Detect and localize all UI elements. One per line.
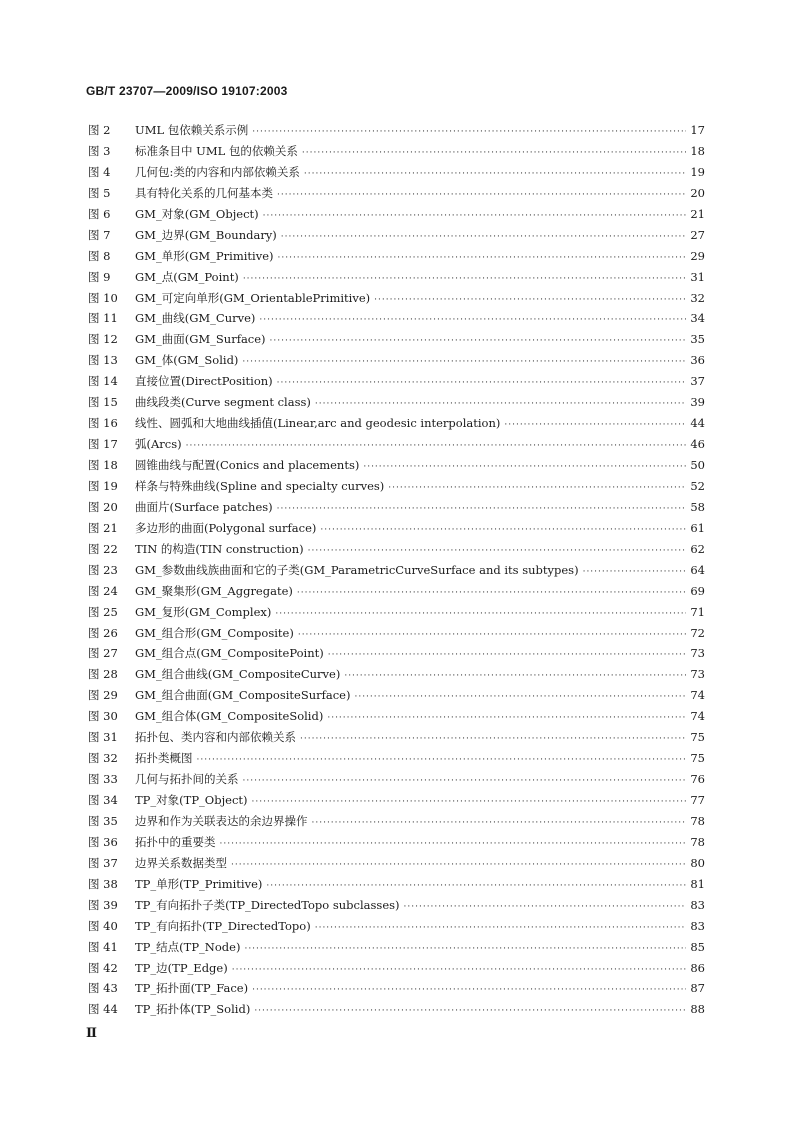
toc-entry[interactable] xyxy=(88,413,705,434)
page-number: 81 xyxy=(690,876,705,891)
figure-number: 图 40 xyxy=(88,918,118,933)
dot-leader xyxy=(302,141,686,164)
page-number: 31 xyxy=(690,269,705,284)
dot-leader xyxy=(297,581,686,604)
page-number: 76 xyxy=(690,772,705,787)
toc-entry[interactable] xyxy=(88,120,705,141)
dot-leader xyxy=(252,978,686,1001)
page-number: 74 xyxy=(690,709,705,724)
figure-title: GM_曲面(GM_Surface) xyxy=(135,332,266,347)
page-number: 62 xyxy=(690,541,705,556)
figure-number: 图 26 xyxy=(88,625,118,640)
figure-title: 圆锥曲线与配置(Conics and placements) xyxy=(135,458,360,472)
toc-entry[interactable] xyxy=(88,581,705,602)
figure-number: 图 11 xyxy=(88,311,118,326)
toc-entry[interactable] xyxy=(88,874,705,895)
dot-leader xyxy=(388,476,686,499)
page-number: 78 xyxy=(690,813,705,828)
page-number: 86 xyxy=(690,960,705,975)
page-number: 46 xyxy=(690,437,705,452)
figure-title: GM_组合点(GM_CompositePoint) xyxy=(135,646,324,661)
figure-number: 图 17 xyxy=(88,437,118,452)
figure-number: 图 2 xyxy=(88,123,111,137)
dot-leader xyxy=(266,874,686,897)
figure-title: TP_有向拓扑(TP_DirectedTopo) xyxy=(135,918,311,933)
dot-leader xyxy=(252,120,686,143)
figure-number: 图 16 xyxy=(88,416,118,431)
figure-number: 图 36 xyxy=(88,834,118,849)
figure-title: GM_组合形(GM_Composite) xyxy=(135,625,294,640)
toc-entry[interactable] xyxy=(88,371,705,392)
dot-leader xyxy=(504,413,686,436)
dot-leader xyxy=(327,706,686,729)
figure-title: TP_有向拓扑子类(TP_DirectedTopo subclasses) xyxy=(135,897,400,912)
page-number: 69 xyxy=(690,583,705,598)
toc-entry[interactable] xyxy=(88,141,705,162)
page-number: 34 xyxy=(690,311,705,326)
page-number: 18 xyxy=(690,143,705,158)
dot-leader xyxy=(232,958,687,981)
toc-entry[interactable] xyxy=(88,769,705,790)
dot-leader xyxy=(328,643,687,666)
toc-entry[interactable] xyxy=(88,727,705,748)
toc-entry[interactable] xyxy=(88,685,705,706)
toc-entry[interactable] xyxy=(88,329,705,350)
toc-entry[interactable] xyxy=(88,958,705,979)
figure-number: 图 32 xyxy=(88,751,118,766)
dot-leader xyxy=(281,225,687,248)
figure-title: TP_单形(TP_Primitive) xyxy=(135,876,263,891)
dot-leader xyxy=(298,623,687,646)
dot-leader xyxy=(259,308,686,331)
page-number: 27 xyxy=(690,227,705,242)
dot-leader xyxy=(312,811,687,834)
dot-leader xyxy=(277,497,687,520)
page-number: 21 xyxy=(690,206,705,221)
dot-leader xyxy=(275,602,686,625)
page-number: 87 xyxy=(690,981,705,996)
dot-leader xyxy=(315,392,686,415)
figure-number: 图 12 xyxy=(88,332,118,347)
figure-title: GM_点(GM_Point) xyxy=(135,269,239,284)
figure-number: 图 6 xyxy=(88,206,111,221)
toc-entry[interactable] xyxy=(88,790,705,811)
figure-number: 图 38 xyxy=(88,876,118,891)
dot-leader xyxy=(252,790,687,813)
page-number: 75 xyxy=(690,730,705,745)
figure-title: 直接位置(DirectPosition) xyxy=(135,374,273,389)
figure-title: GM_参数曲线族曲面和它的子类(GM_ParametricCurveSurface and its subtypes) xyxy=(135,562,579,577)
toc-entry[interactable] xyxy=(88,602,705,623)
toc-entry[interactable] xyxy=(88,392,705,413)
page-number: 64 xyxy=(690,562,705,577)
dot-leader xyxy=(300,727,686,750)
figure-title: UML 包依赖关系示例 xyxy=(135,123,249,137)
page-number: 36 xyxy=(690,353,705,368)
figure-title: GM_曲线(GM_Curve) xyxy=(135,311,256,326)
toc-entry[interactable] xyxy=(88,937,705,958)
toc-entry[interactable] xyxy=(88,643,705,664)
figure-title: 几何与拓扑间的关系 xyxy=(135,772,239,787)
figure-title: GM_体(GM_Solid) xyxy=(135,353,239,368)
figure-number: 图 15 xyxy=(88,395,118,410)
toc-entry[interactable] xyxy=(88,246,705,267)
dot-leader xyxy=(320,518,686,541)
page-number: 17 xyxy=(690,123,705,137)
page-number: 58 xyxy=(690,499,705,514)
figure-number: 图 8 xyxy=(88,248,111,263)
dot-leader xyxy=(277,183,686,206)
page-number: 73 xyxy=(690,667,705,682)
page-number: 83 xyxy=(690,897,705,912)
figure-title: GM_复形(GM_Complex) xyxy=(135,604,272,619)
figure-number: 图 13 xyxy=(88,353,118,368)
page-number: 35 xyxy=(690,332,705,347)
page-number: 83 xyxy=(690,918,705,933)
dot-leader xyxy=(344,664,686,687)
figure-number: 图 7 xyxy=(88,227,111,242)
figure-title: GM_组合体(GM_CompositeSolid) xyxy=(135,709,324,724)
toc-entry[interactable] xyxy=(88,350,705,371)
figure-number: 图 23 xyxy=(88,562,118,577)
toc-entry[interactable] xyxy=(88,267,705,288)
toc-entry[interactable] xyxy=(88,916,705,937)
page-number: 80 xyxy=(690,855,705,870)
dot-leader xyxy=(270,329,687,352)
figure-number: 图 10 xyxy=(88,290,118,305)
toc-entry[interactable] xyxy=(88,455,705,476)
figure-number: 图 30 xyxy=(88,709,118,724)
figure-title: TP_对象(TP_Object) xyxy=(135,793,248,807)
dot-leader xyxy=(186,434,687,457)
page-number: 78 xyxy=(690,834,705,849)
figure-number: 图 19 xyxy=(88,478,118,493)
dot-leader xyxy=(278,246,687,269)
toc-entry[interactable] xyxy=(88,539,705,560)
figure-number: 图 9 xyxy=(88,269,111,284)
page-number: 39 xyxy=(690,395,705,410)
figure-number: 图 43 xyxy=(88,981,118,996)
figure-title: 弧(Arcs) xyxy=(135,437,182,452)
figure-title: TIN 的构造(TIN construction) xyxy=(135,541,304,556)
figure-title: 拓扑中的重要类 xyxy=(135,834,216,849)
page-number: 73 xyxy=(690,646,705,661)
figure-title: GM_单形(GM_Primitive) xyxy=(135,248,274,263)
figure-title: 边界和作为关联表达的余边界操作 xyxy=(135,813,308,828)
figure-title: GM_可定向单形(GM_OrientablePrimitive) xyxy=(135,290,371,305)
figure-number: 图 34 xyxy=(88,793,118,807)
page-number: 61 xyxy=(690,520,705,535)
toc-entry[interactable] xyxy=(88,560,705,581)
figure-title: TP_边(TP_Edge) xyxy=(135,960,228,975)
figure-list xyxy=(88,120,705,1020)
dot-leader xyxy=(254,999,686,1022)
page-number: 74 xyxy=(690,688,705,703)
dot-leader xyxy=(374,288,686,311)
figure-title: 具有特化关系的几何基本类 xyxy=(135,185,273,200)
dot-leader xyxy=(231,853,686,876)
dot-leader xyxy=(363,455,686,478)
document-header: GB/T 23707—2009/ISO 19107:2003 xyxy=(86,84,288,98)
page-number: 50 xyxy=(690,458,705,472)
page-number: 85 xyxy=(690,939,705,954)
toc-entry[interactable] xyxy=(88,623,705,644)
figure-title: GM_组合曲线(GM_CompositeCurve) xyxy=(135,667,341,682)
figure-title: 拓扑包、类内容和内部依赖关系 xyxy=(135,730,296,745)
toc-entry[interactable] xyxy=(88,748,705,769)
figure-number: 图 28 xyxy=(88,667,118,682)
figure-title: TP_结点(TP_Node) xyxy=(135,939,241,954)
figure-number: 图 31 xyxy=(88,730,118,745)
page-number: 71 xyxy=(690,604,705,619)
toc-entry[interactable] xyxy=(88,162,705,183)
page-folio: Ⅱ xyxy=(86,1026,97,1041)
figure-title: 几何包:类的内容和内部依赖关系 xyxy=(135,164,300,179)
toc-entry[interactable] xyxy=(88,225,705,246)
figure-title: 边界关系数据类型 xyxy=(135,855,227,870)
toc-entry[interactable] xyxy=(88,497,705,518)
page-number: 32 xyxy=(690,290,705,305)
dot-leader xyxy=(315,916,687,939)
toc-entry[interactable] xyxy=(88,476,705,497)
page-number: 37 xyxy=(690,374,705,389)
dot-leader xyxy=(242,350,686,373)
page-number: 20 xyxy=(690,185,705,200)
dot-leader xyxy=(243,769,687,792)
page-number: 52 xyxy=(690,478,705,493)
figure-title: 标准条目中 UML 包的依赖关系 xyxy=(135,143,298,158)
figure-number: 图 39 xyxy=(88,897,118,912)
toc-entry[interactable] xyxy=(88,288,705,309)
dot-leader xyxy=(304,162,686,185)
toc-entry[interactable] xyxy=(88,183,705,204)
figure-title: 样条与特殊曲线(Spline and specialty curves) xyxy=(135,478,385,493)
figure-title: TP_拓扑体(TP_Solid) xyxy=(135,1002,251,1017)
dot-leader xyxy=(404,895,687,918)
page-number: 44 xyxy=(690,416,705,431)
figure-number: 图 4 xyxy=(88,164,111,179)
figure-number: 图 22 xyxy=(88,541,118,556)
figure-title: GM_组合曲面(GM_CompositeSurface) xyxy=(135,688,351,703)
figure-number: 图 3 xyxy=(88,143,111,158)
figure-number: 图 42 xyxy=(88,960,118,975)
page-number: 72 xyxy=(690,625,705,640)
figure-number: 图 20 xyxy=(88,499,118,514)
figure-number: 图 27 xyxy=(88,646,118,661)
toc-entry[interactable] xyxy=(88,895,705,916)
figure-number: 图 24 xyxy=(88,583,118,598)
toc-entry[interactable] xyxy=(88,978,705,999)
dot-leader xyxy=(220,832,687,855)
toc-entry[interactable] xyxy=(88,308,705,329)
dot-leader xyxy=(354,685,686,708)
figure-number: 图 29 xyxy=(88,688,118,703)
figure-number: 图 18 xyxy=(88,458,118,472)
toc-entry[interactable] xyxy=(88,999,705,1020)
figure-title: 曲线段类(Curve segment class) xyxy=(135,395,311,410)
page-number: 88 xyxy=(690,1002,705,1017)
figure-title: 曲面片(Surface patches) xyxy=(135,499,273,514)
toc-entry[interactable] xyxy=(88,518,705,539)
dot-leader xyxy=(243,267,687,290)
toc-entry[interactable] xyxy=(88,434,705,455)
figure-title: GM_聚集形(GM_Aggregate) xyxy=(135,583,293,598)
dot-leader xyxy=(583,560,687,583)
figure-title: GM_对象(GM_Object) xyxy=(135,206,259,221)
toc-entry[interactable] xyxy=(88,853,705,874)
page-number: 19 xyxy=(690,164,705,179)
figure-title: 线性、圆弧和大地曲线插值(Linear,arc and geodesic interpolation) xyxy=(135,416,501,431)
page-number: 75 xyxy=(690,751,705,766)
figure-number: 图 37 xyxy=(88,855,118,870)
toc-entry[interactable] xyxy=(88,706,705,727)
dot-leader xyxy=(277,371,687,394)
dot-leader xyxy=(308,539,687,562)
figure-number: 图 33 xyxy=(88,772,118,787)
figure-number: 图 5 xyxy=(88,185,111,200)
toc-entry[interactable] xyxy=(88,664,705,685)
toc-entry[interactable] xyxy=(88,832,705,853)
figure-number: 图 21 xyxy=(88,520,118,535)
figure-title: TP_拓扑面(TP_Face) xyxy=(135,981,249,996)
dot-leader xyxy=(197,748,687,771)
page-number: 77 xyxy=(690,793,705,807)
dot-leader xyxy=(263,204,687,227)
figure-title: 拓扑类概图 xyxy=(135,751,193,766)
figure-number: 图 44 xyxy=(88,1002,118,1017)
toc-entry[interactable] xyxy=(88,811,705,832)
figure-number: 图 25 xyxy=(88,604,118,619)
figure-title: GM_边界(GM_Boundary) xyxy=(135,227,277,242)
toc-entry[interactable] xyxy=(88,204,705,225)
figure-number: 图 14 xyxy=(88,374,118,389)
figure-title: 多边形的曲面(Polygonal surface) xyxy=(135,520,317,535)
dot-leader xyxy=(244,937,686,960)
figure-number: 图 35 xyxy=(88,813,118,828)
figure-number: 图 41 xyxy=(88,939,118,954)
page-number: 29 xyxy=(690,248,705,263)
